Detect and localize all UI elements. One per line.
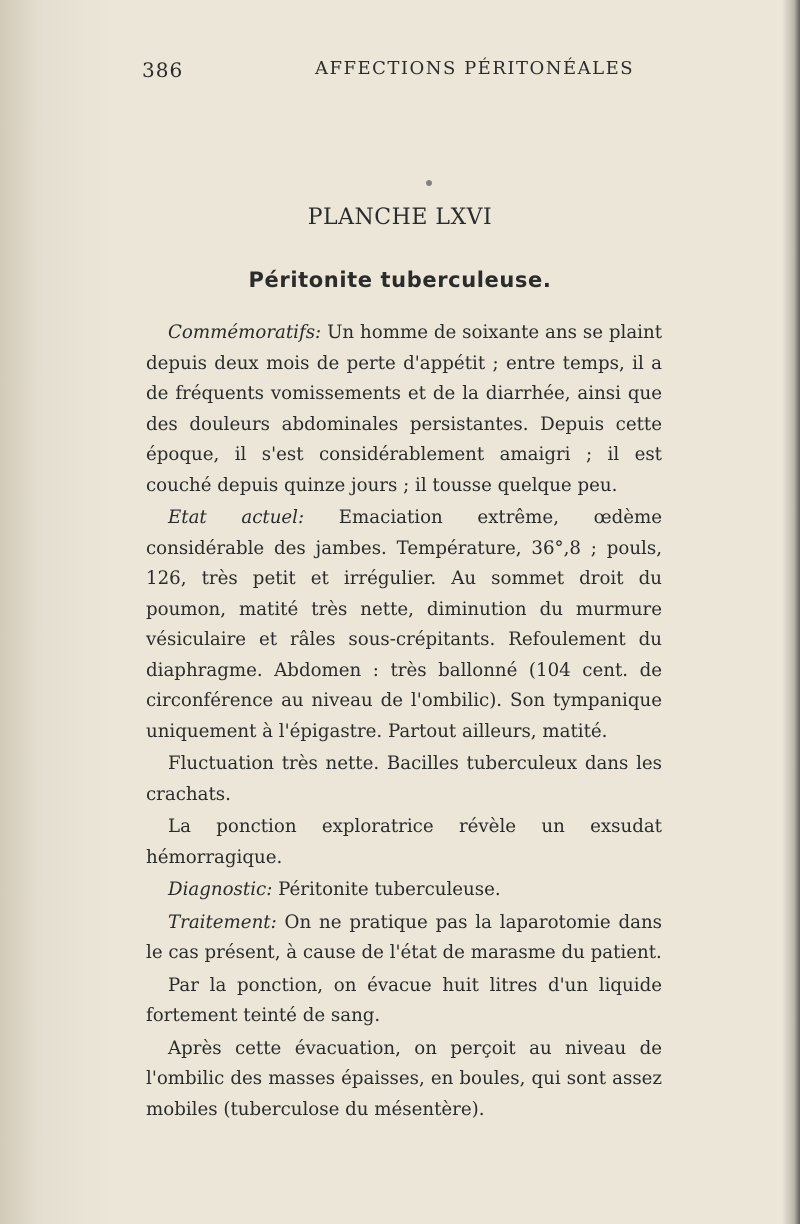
paragraph-commemoratifs [146,318,662,501]
paragraph-text: On ne pratique pas la laparotomie dans le cas présent, à cause de l'état de marasme du patient. [146,911,662,963]
paragraph-text: La ponction exploratrice révèle un exsudat hémorragique. [146,816,662,868]
paragraph-ponction [146,812,662,873]
page-number: 386 [142,58,184,82]
running-title: AFFECTIONS PÉRITONÉALES [315,58,635,79]
paragraph-apres [146,1034,662,1126]
paragraph-fluctuation [146,749,662,810]
body-text [146,318,662,1127]
ink-speck [426,180,432,186]
paragraph-lead: Traitement: [168,911,277,933]
running-header [142,58,642,88]
paragraph-text: Emaciation extrême, œdème considérable des jambes. Température, 36°,8 ; pouls, 126, très petit et irrégulier. Au sommet droit du poumon, matité très nette, diminution du murmure vésiculaire et râles sous-crépitants. Refoulement du diaphragme. Abdomen : très ballonné (104 cent. de circonférence au niveau de l'ombilic). Son tympanique uniquement à l'épigastre. Partout ailleurs, matité. [146,507,663,742]
paragraph-diagnostic [146,875,662,906]
paragraph-lead: Commémoratifs: [168,322,322,343]
paragraph-etat-actuel [146,503,662,747]
paragraph-lead: Diagnostic: [168,879,273,900]
paragraph-text: Après cette évacuation, on perçoit au niveau de l'ombilic des masses épaisses, en boules, qui sont assez mobiles (tuberculose du mésentère). [146,1037,662,1120]
section-title: Péritonite tuberculeuse. [248,268,552,292]
paragraph-traitement [146,908,662,969]
paragraph-text: Péritonite tuberculeuse. [272,879,501,900]
paragraph-text: Un homme de soixante ans se plaint depuis deux mois de perte d'appétit ; entre temps, il a de fréquents vomissements et de la diarrhée, ainsi que des douleurs abdominales persistantes. Depuis cette époque, il s'est considérablement amaigri ; il est couché depuis quinze jours ; il tousse quelque peu. [146,322,662,496]
paragraph-text: Par la ponction, on évacue huit litres d'un liquide fortement teinté de sang. [146,974,662,1026]
paragraph-lead: Etat actuel: [168,507,305,528]
paragraph-evacuation [146,971,662,1032]
paragraph-text: Fluctuation très nette. Bacilles tuberculeux dans les crachats. [146,753,662,805]
plate-title: PLANCHE LXVI [307,205,493,230]
